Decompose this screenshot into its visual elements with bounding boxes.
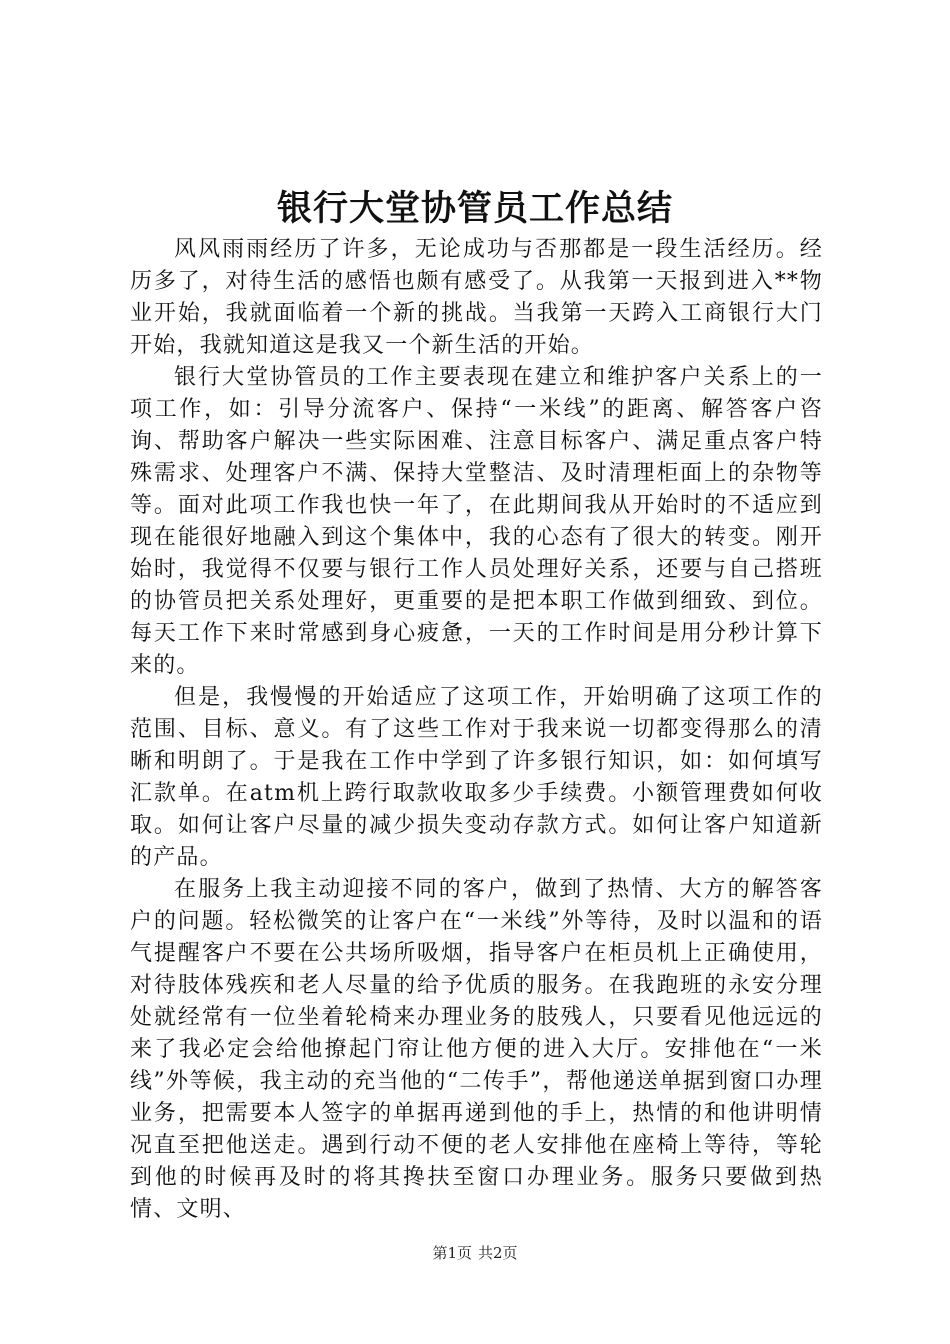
page-footer [0, 1243, 950, 1263]
page-total: 共2页 [478, 1244, 518, 1262]
paragraph: 风风雨雨经历了许多，无论成功与否那都是一段生活经历。经历多了，对待生活的感悟也颇有感受了。从我第一天报到进入**物业开始，我就面临着一个新的挑战。当我第一天跨入工商银行大门开始，我就知道这是我又一个新生活的开始。 [130, 237, 823, 358]
paragraph: 在服务上我主动迎接不同的客户，做到了热情、大方的解答客户的问题。轻松微笑的让客户在“一米线”外等待，及时以温和的语气提醒客户不要在公共场所吸烟，指导客户在柜员机上正确使用，对待肢体残疾和老人尽量的给予优质的服务。在我跑班的永安分理处就经常有一位坐着轮椅来办理业务的肢残人，只要看见他远远的来了我必定会给他撩起门帘让他方便的进入大厅。安排他在“一米线”外等候，我主动的充当他的“二传手”，帮他递送单据到窗口办理业务，把需要本人签字的单据再递到他的手上，热情的和他讲明情况直至把他送走。遇到行动不便的老人安排他在座椅上等待，等轮到他的时候再及时的将其搀扶至窗口办理业务。服务只要做到热情、文明、 [130, 877, 823, 1222]
paragraph: 但是，我慢慢的开始适应了这项工作，开始明确了这项工作的范围、目标、意义。有了这些工作对于我来说一切都变得那么的清晰和明朗了。于是我在工作中学到了许多银行知识，如：如何填写汇款单。在atm机上跨行取款收取多少手续费。小额管理费如何收取。如何让客户尽量的减少损失变动存款方式。如何让客户知道新的产品。 [130, 685, 823, 870]
document-body [130, 234, 823, 1226]
document-title: 银行大堂协管员工作总结 [276, 188, 673, 229]
paragraph: 银行大堂协管员的工作主要表现在建立和维护客户关系上的一项工作，如：引导分流客户、保持“一米线”的距离、解答客户咨询、帮助客户解决一些实际困难、注意目标客户、满足重点客户特殊需求、处理客户不满、保持大堂整洁、及时清理柜面上的杂物等等。面对此项工作我也快一年了，在此期间我从开始时的不适应到现在能很好地融入到这个集体中，我的心态有了很大的转变。刚开始时，我觉得不仅要与银行工作人员处理好关系，还要与自己搭班的协管员把关系处理好，更重要的是把本职工作做到细致、到位。每天工作下来时常感到身心疲惫，一天的工作时间是用分秒计算下来的。 [130, 365, 823, 678]
page-number: 第1页 [432, 1244, 472, 1262]
